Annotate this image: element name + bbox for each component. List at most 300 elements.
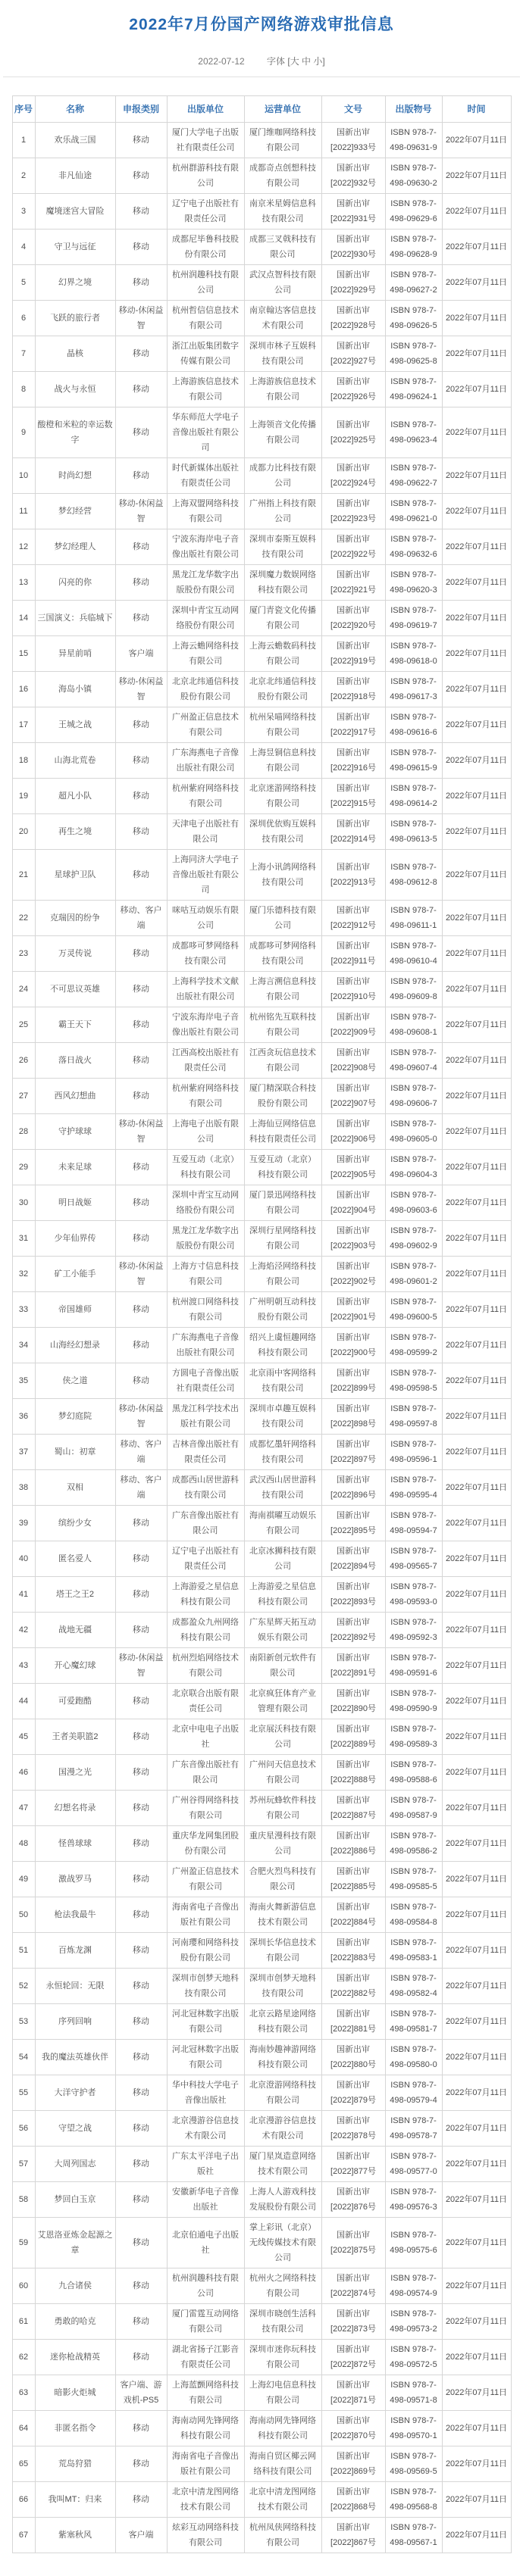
cell-index: 14 (12, 601, 35, 636)
cell-isbn: ISBN 978-7-498-09590-9 (385, 1684, 442, 1719)
cell-category: 移动 (115, 2004, 167, 2040)
cell-name: 海岛小镇 (35, 672, 115, 707)
cell-publisher: 江西高校出版社有限责任公司 (167, 1043, 244, 1079)
table-row (12, 301, 511, 336)
cell-operator: 厦门景迅网络科技有限公司 (244, 1185, 321, 1221)
cell-isbn: ISBN 978-7-498-09606-7 (385, 1079, 442, 1114)
cell-date: 2022年07月11日 (442, 1791, 511, 1826)
cell-isbn: ISBN 978-7-498-09580-0 (385, 2040, 442, 2075)
cell-operator: 江西贪玩信息技术有限公司 (244, 1043, 321, 1079)
font-size-controls[interactable]: 字体 [大 中 小] (267, 56, 325, 67)
cell-operator: 海南动网先锋网络科技有限公司 (244, 2411, 321, 2446)
cell-date: 2022年07月11日 (442, 336, 511, 372)
cell-category: 移动 (115, 936, 167, 972)
cell-doc-number: 国新出审[2022]889号 (321, 1719, 385, 1755)
cell-date: 2022年07月11日 (442, 2340, 511, 2375)
cell-isbn: ISBN 978-7-498-09605-0 (385, 1114, 442, 1150)
cell-name: 山海北荒卷 (35, 743, 115, 779)
cell-isbn: ISBN 978-7-498-09632-6 (385, 529, 442, 565)
cell-name: 蜀山：初章 (35, 1435, 115, 1470)
cell-publisher: 厦门大学电子出版社有限责任公司 (167, 123, 244, 158)
cell-doc-number: 国新出审[2022]917号 (321, 707, 385, 743)
cell-isbn: ISBN 978-7-498-09599-2 (385, 1328, 442, 1363)
cell-index: 16 (12, 672, 35, 707)
cell-name: 不可思议英雄 (35, 972, 115, 1007)
cell-doc-number: 国新出审[2022]885号 (321, 1862, 385, 1897)
cell-date: 2022年07月11日 (442, 494, 511, 529)
cell-name: 晶核 (35, 336, 115, 372)
cell-date: 2022年07月11日 (442, 1862, 511, 1897)
cell-operator: 广州明朝互动科技股份有限公司 (244, 1292, 321, 1328)
cell-isbn: ISBN 978-7-498-09568-8 (385, 2482, 442, 2518)
column-header: 序号 (12, 96, 35, 123)
table-row (12, 1114, 511, 1150)
cell-name: 幻界之境 (35, 265, 115, 301)
cell-name: 闪亮的你 (35, 565, 115, 601)
cell-date: 2022年07月11日 (442, 2268, 511, 2304)
cell-isbn: ISBN 978-7-498-09621-0 (385, 494, 442, 529)
cell-publisher: 辽宁电子出版社有限责任公司 (167, 1541, 244, 1577)
cell-date: 2022年07月11日 (442, 2004, 511, 2040)
cell-date: 2022年07月11日 (442, 2182, 511, 2218)
cell-doc-number: 国新出审[2022]929号 (321, 265, 385, 301)
cell-name: 怪兽球球 (35, 1826, 115, 1862)
cell-index: 47 (12, 1791, 35, 1826)
table-row (12, 1933, 511, 1969)
cell-index: 19 (12, 779, 35, 814)
cell-index: 50 (12, 1897, 35, 1933)
cell-index: 62 (12, 2340, 35, 2375)
cell-publisher: 宁波东海岸电子音像出版社有限公司 (167, 529, 244, 565)
cell-name: 塔王之王2 (35, 1577, 115, 1613)
cell-category: 移动 (115, 2304, 167, 2340)
cell-publisher: 时代新媒体出版社有限责任公司 (167, 458, 244, 494)
cell-name: 守望之战 (35, 2111, 115, 2147)
cell-name: 异星前哨 (35, 636, 115, 672)
cell-name: 永恒轮回：无限 (35, 1969, 115, 2004)
table-row (12, 229, 511, 265)
cell-doc-number: 国新出审[2022]908号 (321, 1043, 385, 1079)
cell-name: 匿名爱人 (35, 1541, 115, 1577)
table-row (12, 1755, 511, 1791)
cell-name: 欢乐战三国 (35, 123, 115, 158)
table-row (12, 743, 511, 779)
cell-category: 移动 (115, 229, 167, 265)
cell-name: 非凡仙途 (35, 158, 115, 194)
cell-operator: 厦门精深联合科技股份有限公司 (244, 1079, 321, 1114)
cell-name: 枪法我最牛 (35, 1897, 115, 1933)
cell-publisher: 广东音像出版社有限公司 (167, 1506, 244, 1541)
cell-date: 2022年07月11日 (442, 2411, 511, 2446)
cell-operator: 杭州凤侠网络科技有限公司 (244, 2518, 321, 2553)
cell-category: 移动 (115, 2268, 167, 2304)
cell-isbn: ISBN 978-7-498-09575-6 (385, 2218, 442, 2268)
cell-category: 移动 (115, 1613, 167, 1648)
cell-publisher: 互爱互动（北京）科技有限公司 (167, 1150, 244, 1185)
cell-isbn: ISBN 978-7-498-09607-4 (385, 1043, 442, 1079)
cell-index: 37 (12, 1435, 35, 1470)
table-row (12, 123, 511, 158)
cell-doc-number: 国新出审[2022]903号 (321, 1221, 385, 1257)
cell-publisher: 杭州群游科技有限公司 (167, 158, 244, 194)
cell-isbn: ISBN 978-7-498-09631-9 (385, 123, 442, 158)
cell-name: 激战罗马 (35, 1862, 115, 1897)
cell-name: 勇敢的哈克 (35, 2304, 115, 2340)
cell-operator: 杭州火之网络科技有限公司 (244, 2268, 321, 2304)
cell-isbn: ISBN 978-7-498-09579-4 (385, 2075, 442, 2111)
table-row (12, 2304, 511, 2340)
cell-publisher: 杭州紫府网络科技有限公司 (167, 1079, 244, 1114)
cell-doc-number: 国新出审[2022]890号 (321, 1684, 385, 1719)
cell-category: 移动 (115, 1897, 167, 1933)
table-row (12, 1043, 511, 1079)
cell-operator: 厦门维咖网络科技有限公司 (244, 123, 321, 158)
cell-name: 梦幻经理人 (35, 529, 115, 565)
cell-index: 25 (12, 1007, 35, 1043)
cell-index: 3 (12, 194, 35, 229)
cell-isbn: ISBN 978-7-498-09576-3 (385, 2182, 442, 2218)
cell-isbn: ISBN 978-7-498-09602-9 (385, 1221, 442, 1257)
cell-publisher: 成都盈众九州网络科技有限公司 (167, 1613, 244, 1648)
cell-isbn: ISBN 978-7-498-09586-2 (385, 1826, 442, 1862)
cell-operator: 上海人人游戏科技发展股份有限公司 (244, 2182, 321, 2218)
cell-doc-number: 国新出审[2022]932号 (321, 158, 385, 194)
cell-isbn: ISBN 978-7-498-09618-0 (385, 636, 442, 672)
table-row (12, 936, 511, 972)
cell-operator: 上海游爱之星信息科技有限公司 (244, 1577, 321, 1613)
cell-category: 移动 (115, 1079, 167, 1114)
cell-isbn: ISBN 978-7-498-09588-6 (385, 1755, 442, 1791)
cell-operator: 上海幻电信息科技有限公司 (244, 2375, 321, 2411)
cell-publisher: 上海科学技术文献出版社有限公司 (167, 972, 244, 1007)
table-body (12, 123, 511, 2553)
cell-operator: 深圳市卓趣互娱科技有限公司 (244, 1399, 321, 1435)
cell-isbn: ISBN 978-7-498-09577-0 (385, 2147, 442, 2182)
cell-category: 移动 (115, 158, 167, 194)
cell-operator: 南京翰达客信息技术有限公司 (244, 301, 321, 336)
cell-isbn: ISBN 978-7-498-09587-9 (385, 1791, 442, 1826)
cell-operator: 深圳优依购互娱科技有限公司 (244, 814, 321, 850)
cell-category: 客户端、游戏机-PS5 (115, 2375, 167, 2411)
cell-date: 2022年07月11日 (442, 1221, 511, 1257)
cell-doc-number: 国新出审[2022]900号 (321, 1328, 385, 1363)
cell-index: 12 (12, 529, 35, 565)
cell-name: 魔境迷宫大冒险 (35, 194, 115, 229)
cell-name: 迷你枪战精英 (35, 2340, 115, 2375)
cell-publisher: 河南璎和网络科技股份有限公司 (167, 1933, 244, 1969)
cell-date: 2022年07月11日 (442, 1613, 511, 1648)
cell-doc-number: 国新出审[2022]871号 (321, 2375, 385, 2411)
cell-index: 34 (12, 1328, 35, 1363)
cell-date: 2022年07月11日 (442, 1150, 511, 1185)
cell-publisher: 上海电子出版有限公司 (167, 1114, 244, 1150)
cell-operator: 深圳长华信息技术有限公司 (244, 1933, 321, 1969)
cell-publisher: 河北冠林数字出版有限公司 (167, 2004, 244, 2040)
cell-isbn: ISBN 978-7-498-09565-7 (385, 1541, 442, 1577)
cell-name: 大洋守护者 (35, 2075, 115, 2111)
cell-publisher: 华中科技大学电子音像出版社 (167, 2075, 244, 2111)
cell-index: 63 (12, 2375, 35, 2411)
column-header: 出版物号 (385, 96, 442, 123)
cell-index: 36 (12, 1399, 35, 1435)
table-row (12, 850, 511, 901)
cell-isbn: ISBN 978-7-498-09612-8 (385, 850, 442, 901)
cell-index: 49 (12, 1862, 35, 1897)
cell-date: 2022年07月11日 (442, 529, 511, 565)
cell-operator: 北京迷游网络科技有限公司 (244, 779, 321, 814)
cell-date: 2022年07月11日 (442, 1363, 511, 1399)
cell-publisher: 广州谷得网络科技有限公司 (167, 1791, 244, 1826)
table-row (12, 779, 511, 814)
cell-isbn: ISBN 978-7-498-09581-7 (385, 2004, 442, 2040)
cell-name: 西风幻想曲 (35, 1079, 115, 1114)
cell-doc-number: 国新出审[2022]897号 (321, 1435, 385, 1470)
cell-operator: 合肥火烈鸟科技有限公司 (244, 1862, 321, 1897)
cell-name: 梦幻经营 (35, 494, 115, 529)
cell-date: 2022年07月11日 (442, 672, 511, 707)
table-row (12, 1719, 511, 1755)
cell-index: 45 (12, 1719, 35, 1755)
cell-isbn: ISBN 978-7-498-09567-1 (385, 2518, 442, 2553)
table-row (12, 1470, 511, 1506)
cell-date: 2022年07月11日 (442, 372, 511, 407)
cell-date: 2022年07月11日 (442, 158, 511, 194)
cell-index: 60 (12, 2268, 35, 2304)
cell-index: 7 (12, 336, 35, 372)
cell-doc-number: 国新出审[2022]921号 (321, 565, 385, 601)
cell-index: 38 (12, 1470, 35, 1506)
column-header: 文号 (321, 96, 385, 123)
cell-publisher: 天津电子出版社有限公司 (167, 814, 244, 850)
cell-date: 2022年07月11日 (442, 1328, 511, 1363)
cell-doc-number: 国新出审[2022]918号 (321, 672, 385, 707)
cell-publisher: 重庆华龙网集团股份有限公司 (167, 1826, 244, 1862)
cell-publisher: 厦门雷霆互动网络有限公司 (167, 2304, 244, 2340)
cell-category: 移动 (115, 1577, 167, 1613)
cell-category: 移动 (115, 458, 167, 494)
cell-name: 未来足球 (35, 1150, 115, 1185)
cell-date: 2022年07月11日 (442, 1755, 511, 1791)
cell-date: 2022年07月11日 (442, 1969, 511, 2004)
cell-name: 守卫与远征 (35, 229, 115, 265)
table-row (12, 2518, 511, 2553)
cell-category: 移动 (115, 336, 167, 372)
cell-name: 可爱跑酷 (35, 1684, 115, 1719)
cell-index: 9 (12, 407, 35, 458)
cell-publisher: 杭州润趣科技有限公司 (167, 2268, 244, 2304)
cell-isbn: ISBN 978-7-498-09598-5 (385, 1363, 442, 1399)
table-row (12, 1613, 511, 1648)
table-row (12, 372, 511, 407)
cell-publisher: 上海游族信息技术有限公司 (167, 372, 244, 407)
cell-category: 移动 (115, 2040, 167, 2075)
cell-operator: 海南自贸区椰云网络科技有限公司 (244, 2446, 321, 2482)
cell-category: 移动 (115, 743, 167, 779)
cell-operator: 成都力比科技有限公司 (244, 458, 321, 494)
cell-name: 落日战火 (35, 1043, 115, 1079)
table-row (12, 158, 511, 194)
table-row (12, 458, 511, 494)
cell-category: 移动 (115, 2411, 167, 2446)
cell-date: 2022年07月11日 (442, 1541, 511, 1577)
cell-doc-number: 国新出审[2022]883号 (321, 1933, 385, 1969)
cell-publisher: 咪咕互动娱乐有限公司 (167, 901, 244, 936)
cell-doc-number: 国新出审[2022]879号 (321, 2075, 385, 2111)
cell-index: 32 (12, 1257, 35, 1292)
page (0, 12, 523, 2553)
cell-publisher: 方圆电子音像出版社有限责任公司 (167, 1363, 244, 1399)
cell-category: 移动 (115, 2218, 167, 2268)
cell-category: 客户端 (115, 636, 167, 672)
cell-publisher: 上海蓝颤网络科技有限公司 (167, 2375, 244, 2411)
cell-category: 移动 (115, 2482, 167, 2518)
cell-operator: 杭州铭先互联科技有限公司 (244, 1007, 321, 1043)
cell-category: 移动 (115, 707, 167, 743)
cell-isbn: ISBN 978-7-498-09572-5 (385, 2340, 442, 2375)
cell-date: 2022年07月11日 (442, 1684, 511, 1719)
cell-doc-number: 国新出审[2022]877号 (321, 2147, 385, 2182)
cell-doc-number: 国新出审[2022]919号 (321, 636, 385, 672)
cell-doc-number: 国新出审[2022]870号 (321, 2411, 385, 2446)
cell-date: 2022年07月11日 (442, 601, 511, 636)
cell-name: 战火与永恒 (35, 372, 115, 407)
cell-isbn: ISBN 978-7-498-09626-5 (385, 301, 442, 336)
table-row (12, 1328, 511, 1363)
cell-category: 移动 (115, 1755, 167, 1791)
cell-doc-number: 国新出审[2022]872号 (321, 2340, 385, 2375)
cell-category: 移动 (115, 407, 167, 458)
cell-name: 侠之道 (35, 1363, 115, 1399)
cell-index: 23 (12, 936, 35, 972)
cell-category: 移动 (115, 1969, 167, 2004)
cell-operator: 上海游族信息技术有限公司 (244, 372, 321, 407)
table-row (12, 336, 511, 372)
cell-operator: 掌上彩讯（北京）无线传媒技术有限公司 (244, 2218, 321, 2268)
cell-name: 梦幻庭院 (35, 1399, 115, 1435)
cell-doc-number: 国新出审[2022]869号 (321, 2446, 385, 2482)
cell-operator: 北京北纬通信科技股份有限公司 (244, 672, 321, 707)
cell-index: 43 (12, 1648, 35, 1684)
table-row (12, 1292, 511, 1328)
cell-category: 移动 (115, 1541, 167, 1577)
cell-publisher: 杭州哲信信息技术有限公司 (167, 301, 244, 336)
cell-name: 帝国雄师 (35, 1292, 115, 1328)
cell-category: 移动 (115, 1933, 167, 1969)
cell-operator: 北京展沃科技有限公司 (244, 1719, 321, 1755)
cell-publisher: 上海双盟网络科技有限公司 (167, 494, 244, 529)
cell-category: 移动 (115, 2075, 167, 2111)
column-header: 申报类别 (115, 96, 167, 123)
table-row (12, 1541, 511, 1577)
table-header-row (12, 96, 511, 123)
cell-operator: 深圳行星网络科技有限公司 (244, 1221, 321, 1257)
table-row (12, 1399, 511, 1435)
table-row (12, 1969, 511, 2004)
cell-operator: 深圳市林子互娱科技有限公司 (244, 336, 321, 372)
cell-operator: 上海领音文化传播有限公司 (244, 407, 321, 458)
cell-operator: 上海焰泾网络科技有限公司 (244, 1257, 321, 1292)
cell-index: 1 (12, 123, 35, 158)
cell-name: 少年仙界传 (35, 1221, 115, 1257)
cell-date: 2022年07月11日 (442, 2040, 511, 2075)
cell-isbn: ISBN 978-7-498-09571-8 (385, 2375, 442, 2411)
cell-operator: 北京中清龙图网络技术有限公司 (244, 2482, 321, 2518)
cell-operator: 厦门青瓷文化传播有限公司 (244, 601, 321, 636)
cell-isbn: ISBN 978-7-498-09569-5 (385, 2446, 442, 2482)
cell-isbn: ISBN 978-7-498-09603-6 (385, 1185, 442, 1221)
cell-date: 2022年07月11日 (442, 123, 511, 158)
cell-operator: 南京米星姆信息科技有限公司 (244, 194, 321, 229)
cell-operator: 海南祺曜互动娱乐有限公司 (244, 1506, 321, 1541)
table-row (12, 1897, 511, 1933)
cell-operator: 广东星辉天拓互动娱乐有限公司 (244, 1613, 321, 1648)
cell-category: 移动 (115, 1043, 167, 1079)
table-row (12, 1577, 511, 1613)
cell-isbn: ISBN 978-7-498-09604-3 (385, 1150, 442, 1185)
cell-doc-number: 国新出审[2022]927号 (321, 336, 385, 372)
cell-doc-number: 国新出审[2022]893号 (321, 1577, 385, 1613)
cell-doc-number: 国新出审[2022]888号 (321, 1755, 385, 1791)
cell-doc-number: 国新出审[2022]926号 (321, 372, 385, 407)
cell-category: 移动 (115, 814, 167, 850)
cell-isbn: ISBN 978-7-498-09573-2 (385, 2304, 442, 2340)
table-row (12, 972, 511, 1007)
cell-isbn: ISBN 978-7-498-09628-9 (385, 229, 442, 265)
cell-isbn: ISBN 978-7-498-09578-7 (385, 2111, 442, 2147)
cell-publisher: 安徽新华电子音像出版社 (167, 2182, 244, 2218)
cell-category: 移动-休闲益智 (115, 301, 167, 336)
cell-date: 2022年07月11日 (442, 1292, 511, 1328)
cell-doc-number: 国新出审[2022]876号 (321, 2182, 385, 2218)
cell-operator: 北京澄游网络科技有限公司 (244, 2075, 321, 2111)
cell-name: 守护球球 (35, 1114, 115, 1150)
cell-index: 24 (12, 972, 35, 1007)
cell-index: 67 (12, 2518, 35, 2553)
cell-doc-number: 国新出审[2022]884号 (321, 1897, 385, 1933)
cell-category: 移动 (115, 2446, 167, 2482)
cell-date: 2022年07月11日 (442, 2375, 511, 2411)
cell-isbn: ISBN 978-7-498-09595-4 (385, 1470, 442, 1506)
cell-index: 8 (12, 372, 35, 407)
cell-doc-number: 国新出审[2022]887号 (321, 1791, 385, 1826)
cell-category: 移动 (115, 194, 167, 229)
cell-category: 移动 (115, 850, 167, 901)
cell-isbn: ISBN 978-7-498-09613-5 (385, 814, 442, 850)
cell-category: 移动-休闲益智 (115, 1114, 167, 1150)
cell-date: 2022年07月11日 (442, 2111, 511, 2147)
cell-name: 再生之境 (35, 814, 115, 850)
table-row (12, 407, 511, 458)
cell-doc-number: 国新出审[2022]916号 (321, 743, 385, 779)
cell-isbn: ISBN 978-7-498-09629-6 (385, 194, 442, 229)
cell-date: 2022年07月11日 (442, 1114, 511, 1150)
cell-name: 缤纷少女 (35, 1506, 115, 1541)
cell-category: 移动-休闲益智 (115, 1257, 167, 1292)
cell-name: 酸橙和米粒的幸运数字 (35, 407, 115, 458)
cell-date: 2022年07月11日 (442, 229, 511, 265)
cell-date: 2022年07月11日 (442, 850, 511, 901)
cell-operator: 广州指上科技有限公司 (244, 494, 321, 529)
cell-date: 2022年07月11日 (442, 779, 511, 814)
cell-name: 幻想名将录 (35, 1791, 115, 1826)
cell-isbn: ISBN 978-7-498-09596-1 (385, 1435, 442, 1470)
cell-publisher: 浙江出版集团数字传媒有限公司 (167, 336, 244, 372)
cell-isbn: ISBN 978-7-498-09619-7 (385, 601, 442, 636)
cell-index: 65 (12, 2446, 35, 2482)
cell-operator: 杭州呆喵网络科技有限公司 (244, 707, 321, 743)
cell-name: 王城之战 (35, 707, 115, 743)
cell-doc-number: 国新出审[2022]882号 (321, 1969, 385, 2004)
